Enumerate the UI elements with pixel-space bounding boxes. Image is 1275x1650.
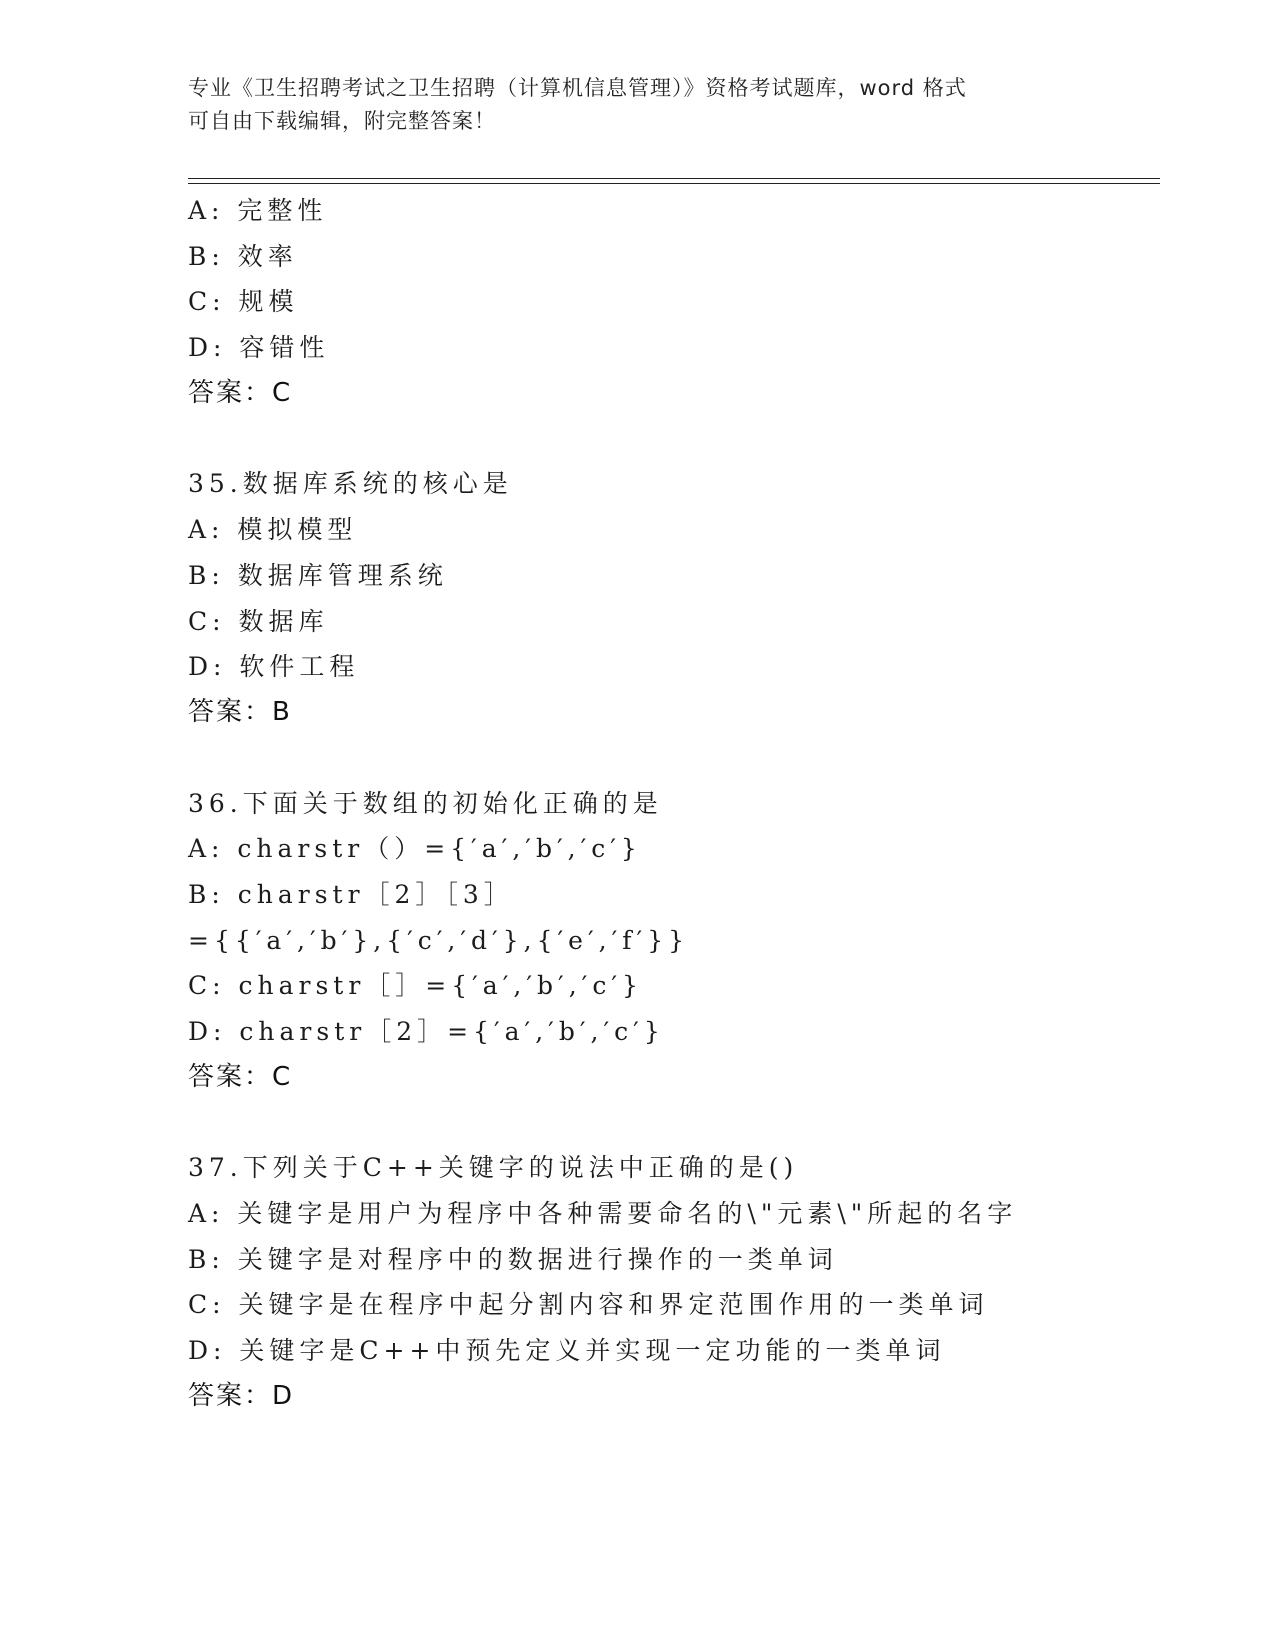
option-b: B: 关键字是对程序中的数据进行操作的一类单词	[188, 1244, 838, 1274]
option-a: A: charstr（）={′a′,′b′,′c′}	[188, 834, 642, 864]
answer-line: 答案：D	[188, 1380, 295, 1411]
question-list	[188, 188, 1168, 1420]
answer-line: 答案：B	[188, 696, 292, 727]
question-text: 37.下列关于C++关键字的说法中正确的是()	[188, 1153, 799, 1183]
option-b: B: 效率	[188, 241, 298, 271]
option-b: B: 数据库管理系统	[188, 560, 448, 590]
spacer	[188, 736, 1168, 781]
question-block-34	[188, 188, 1168, 416]
document-header	[188, 72, 1088, 138]
spacer	[188, 1100, 1168, 1145]
header-line-2: 可自由下载编辑，附完整答案！	[188, 109, 496, 133]
option-d: D: 关键字是C++中预先定义并实现一定功能的一类单词	[188, 1336, 946, 1366]
option-a: A: 关键字是用户为程序中各种需要命名的\"元素\"所起的名字	[188, 1199, 1018, 1229]
question-block-36	[188, 781, 1168, 1101]
answer-line: 答案：C	[188, 377, 293, 408]
header-line-1: 专业《卫生招聘考试之卫生招聘（计算机信息管理）》资格考试题库，word 格式	[188, 76, 967, 100]
option-c: C: charstr［］={′a′,′b′,′c′}	[188, 971, 643, 1001]
option-c: C: 数据库	[188, 606, 329, 636]
option-b-continued: ={{′a′,′b′},{′c′,′d′},{′e′,′f′}}	[188, 925, 690, 955]
question-text: 35.数据库系统的核心是	[188, 469, 513, 499]
option-d: D: 软件工程	[188, 652, 360, 682]
question-block-37	[188, 1145, 1168, 1419]
question-block-35	[188, 461, 1168, 735]
header-divider-top	[188, 178, 1160, 179]
option-a: A: 模拟模型	[188, 515, 358, 545]
option-b: B: charstr［2］［3］	[188, 879, 514, 909]
option-a: A: 完整性	[188, 196, 328, 225]
spacer	[188, 416, 1168, 461]
header-divider-bottom	[188, 183, 1160, 184]
option-c: C: 关键字是在程序中起分割内容和界定范围作用的一类单词	[188, 1290, 989, 1320]
option-c: C: 规模	[188, 287, 299, 317]
option-d: D: 容错性	[188, 333, 330, 363]
option-d: D: charstr［2］={′a′,′b′,′c′}	[188, 1017, 665, 1046]
answer-line: 答案：C	[188, 1061, 293, 1092]
question-text: 36.下面关于数组的初始化正确的是	[188, 788, 663, 818]
